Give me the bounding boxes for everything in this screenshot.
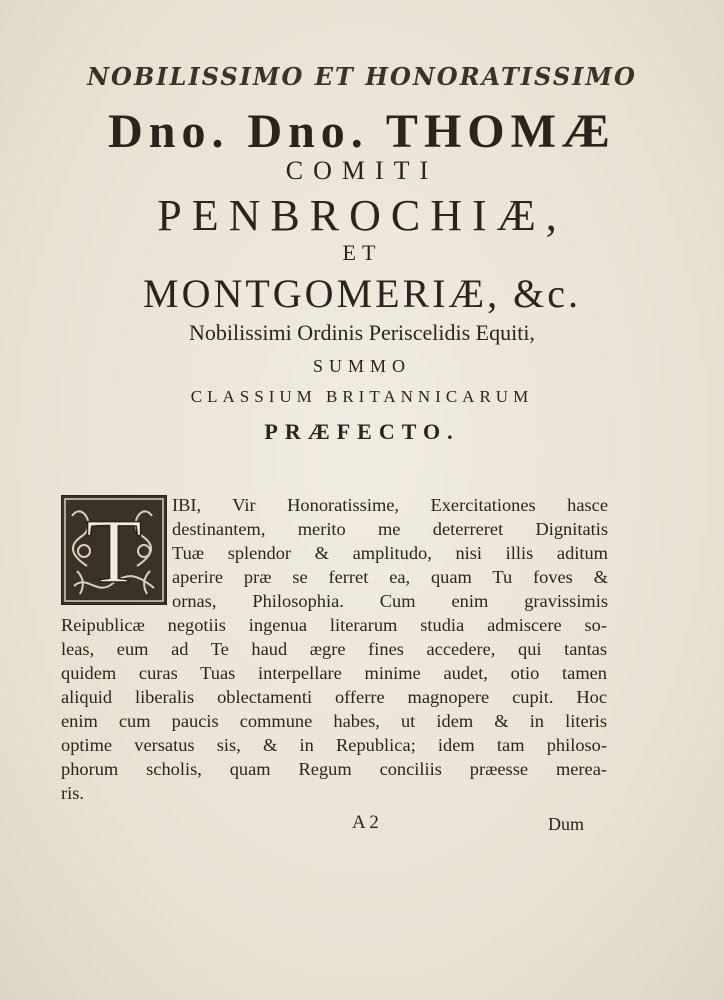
title-order: Nobilissimi Ordinis Periscelidis Equiti, [189,320,535,345]
dedicatee-name: Dno. Dno. THOMÆ [108,105,616,158]
body-line-7: leas, eum ad Te haud ægre fines accedere, qui tantas [61,639,607,659]
title-montgomeriae: MONTGOMERIÆ, &c. [143,271,581,316]
title-summo: SUMMO [312,356,412,376]
body-line-8: quidem curas Tuas interpellare minime audet, otio tamen [61,663,607,683]
body-line-9: aliquid liberalis oblectamenti offerre magnopere cupit. Hoc [61,687,607,707]
body-line-13: ris. [61,783,84,803]
body-line-1: IBI, Vir Honoratissime, Exercitationes hasce [172,495,608,515]
title-praefecto: PRÆFECTO. [264,419,460,444]
body-line-6: Reipublicæ negotiis ingenua literarum studia admiscere so- [61,615,607,635]
title-penbrochiae: PENBROCHIÆ, [157,191,567,240]
title-comiti: COMITI [285,156,439,185]
catchword: Dum [548,814,584,834]
body-line-5: ornas, Philosophia. Cum enim gravissimis [172,591,608,611]
body-line-10: enim cum paucis commune habes, ut idem & in literis [61,711,607,731]
decorated-initial [61,495,167,605]
body-line-2: destinantem, merito me deterreret Dignitatis [172,519,608,539]
initial-letter: T [85,500,143,602]
title-et: ET [342,240,382,265]
title-classium: CLASSIUM BRITANNICARUM [190,387,534,406]
body-line-3: Tuæ splendor & amplitudo, nisi illis aditum [172,543,608,563]
body-line-11: optime versatus sis, & in Republica; idem tam philoso- [61,735,607,755]
ornament-initial-icon [62,496,166,604]
signature-mark: A 2 [352,812,379,833]
body-line-4: aperire præ se ferret ea, quam Tu foves & [172,567,608,587]
dedication-heading: NOBILISSIMO ET HONORATISSIMO [87,62,637,91]
body-line-12: phorum scholis, quam Regum conciliis præesse merea- [61,759,607,779]
